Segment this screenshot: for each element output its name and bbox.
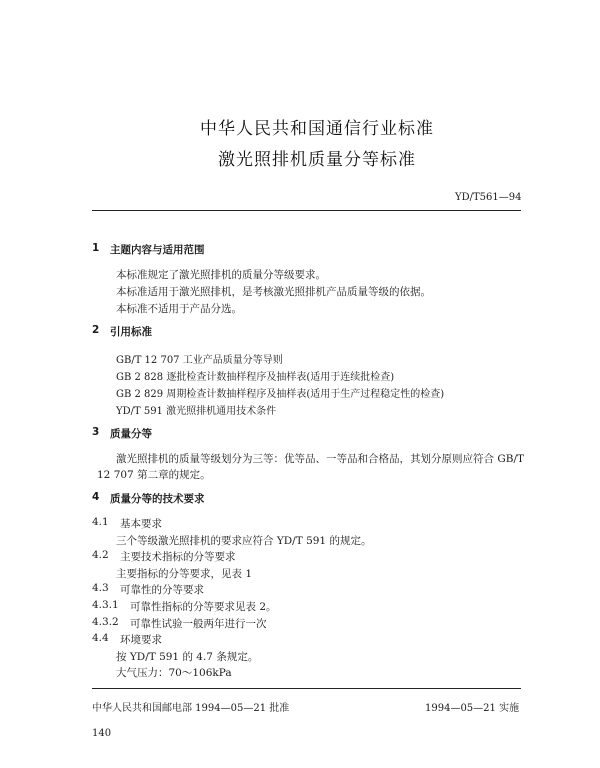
clause-text: 可靠性试验一般两年进行一次 [130, 618, 267, 630]
clause-text: 按 YD/T 591 的 4.7 条规定。 [116, 651, 259, 663]
clause-text: 基本要求 [120, 518, 162, 530]
section-2-number: 2 [92, 324, 100, 336]
clause-text: 可靠性的分等要求 [120, 584, 204, 596]
clause-number: 4.3.2 [92, 616, 119, 628]
document-title-line2: 激光照排机质量分等标准 [218, 150, 416, 170]
clause-text: 环境要求 [120, 634, 162, 646]
reference-standard: GB 2 829 周期检查计数抽样程序及抽样表(适用于生产过程稳定性的检查) [116, 389, 445, 400]
section-3-number: 3 [92, 426, 100, 438]
clause-number: 4.3 [92, 582, 109, 594]
section-1-number: 1 [92, 242, 100, 254]
section-3-line: 12 707 第二章的规定。 [97, 469, 211, 481]
section-1-line: 本标准适用于激光照排机，是考核激光照排机产品质量等级的依据。 [116, 286, 431, 298]
standard-number: YD/T561—94 [455, 192, 522, 203]
clause-number: 4.2 [92, 549, 109, 561]
clause-number: 4.3.1 [92, 599, 119, 611]
clause-text: 三个等级激光照排机的要求应符合 YD/T 591 的规定。 [116, 535, 372, 547]
clause-text: 大气压力：70～106kPa [116, 667, 232, 679]
clause-text: 主要技术指标的分等要求 [120, 551, 236, 563]
section-4-number: 4 [92, 491, 100, 503]
clause-number: 4.4 [92, 632, 109, 644]
reference-standard: YD/T 591 激光照排机通用技术条件 [116, 406, 277, 417]
section-1-line: 本标准不适用于产品分选。 [116, 303, 242, 315]
document-title-line1: 中华人民共和国通信行业标准 [200, 119, 434, 139]
clause-text: 可靠性指标的分等要求见表 2。 [130, 601, 277, 613]
clause-number: 4.1 [92, 516, 109, 528]
clause-text: 主要指标的分等要求，见表 1 [116, 568, 253, 580]
footer-rule [92, 688, 521, 689]
reference-standard: GB 2 828 逐批检查计数抽样程序及抽样表(适用于连续批检查) [116, 372, 395, 383]
section-2-heading: 引用标准 [110, 326, 152, 338]
section-1-heading: 主题内容与适用范围 [110, 244, 205, 256]
reference-standard: GB/T 12 707 工业产品质量分等导则 [116, 355, 283, 366]
header-rule [92, 210, 521, 211]
approval-line: 中华人民共和国邮电部 1994—05—21 批准 [92, 703, 290, 714]
page-number: 140 [92, 728, 112, 739]
section-3-line: 激光照排机的质量等级划分为三等：优等品、一等品和合格品，其划分原则应符合 GB/T [116, 453, 524, 465]
section-3-heading: 质量分等 [110, 428, 152, 440]
section-1-line: 本标准规定了激光照排机的质量分等级要求。 [116, 269, 326, 281]
section-4-heading: 质量分等的技术要求 [110, 493, 205, 505]
implementation-date: 1994—05—21 实施 [425, 703, 520, 714]
